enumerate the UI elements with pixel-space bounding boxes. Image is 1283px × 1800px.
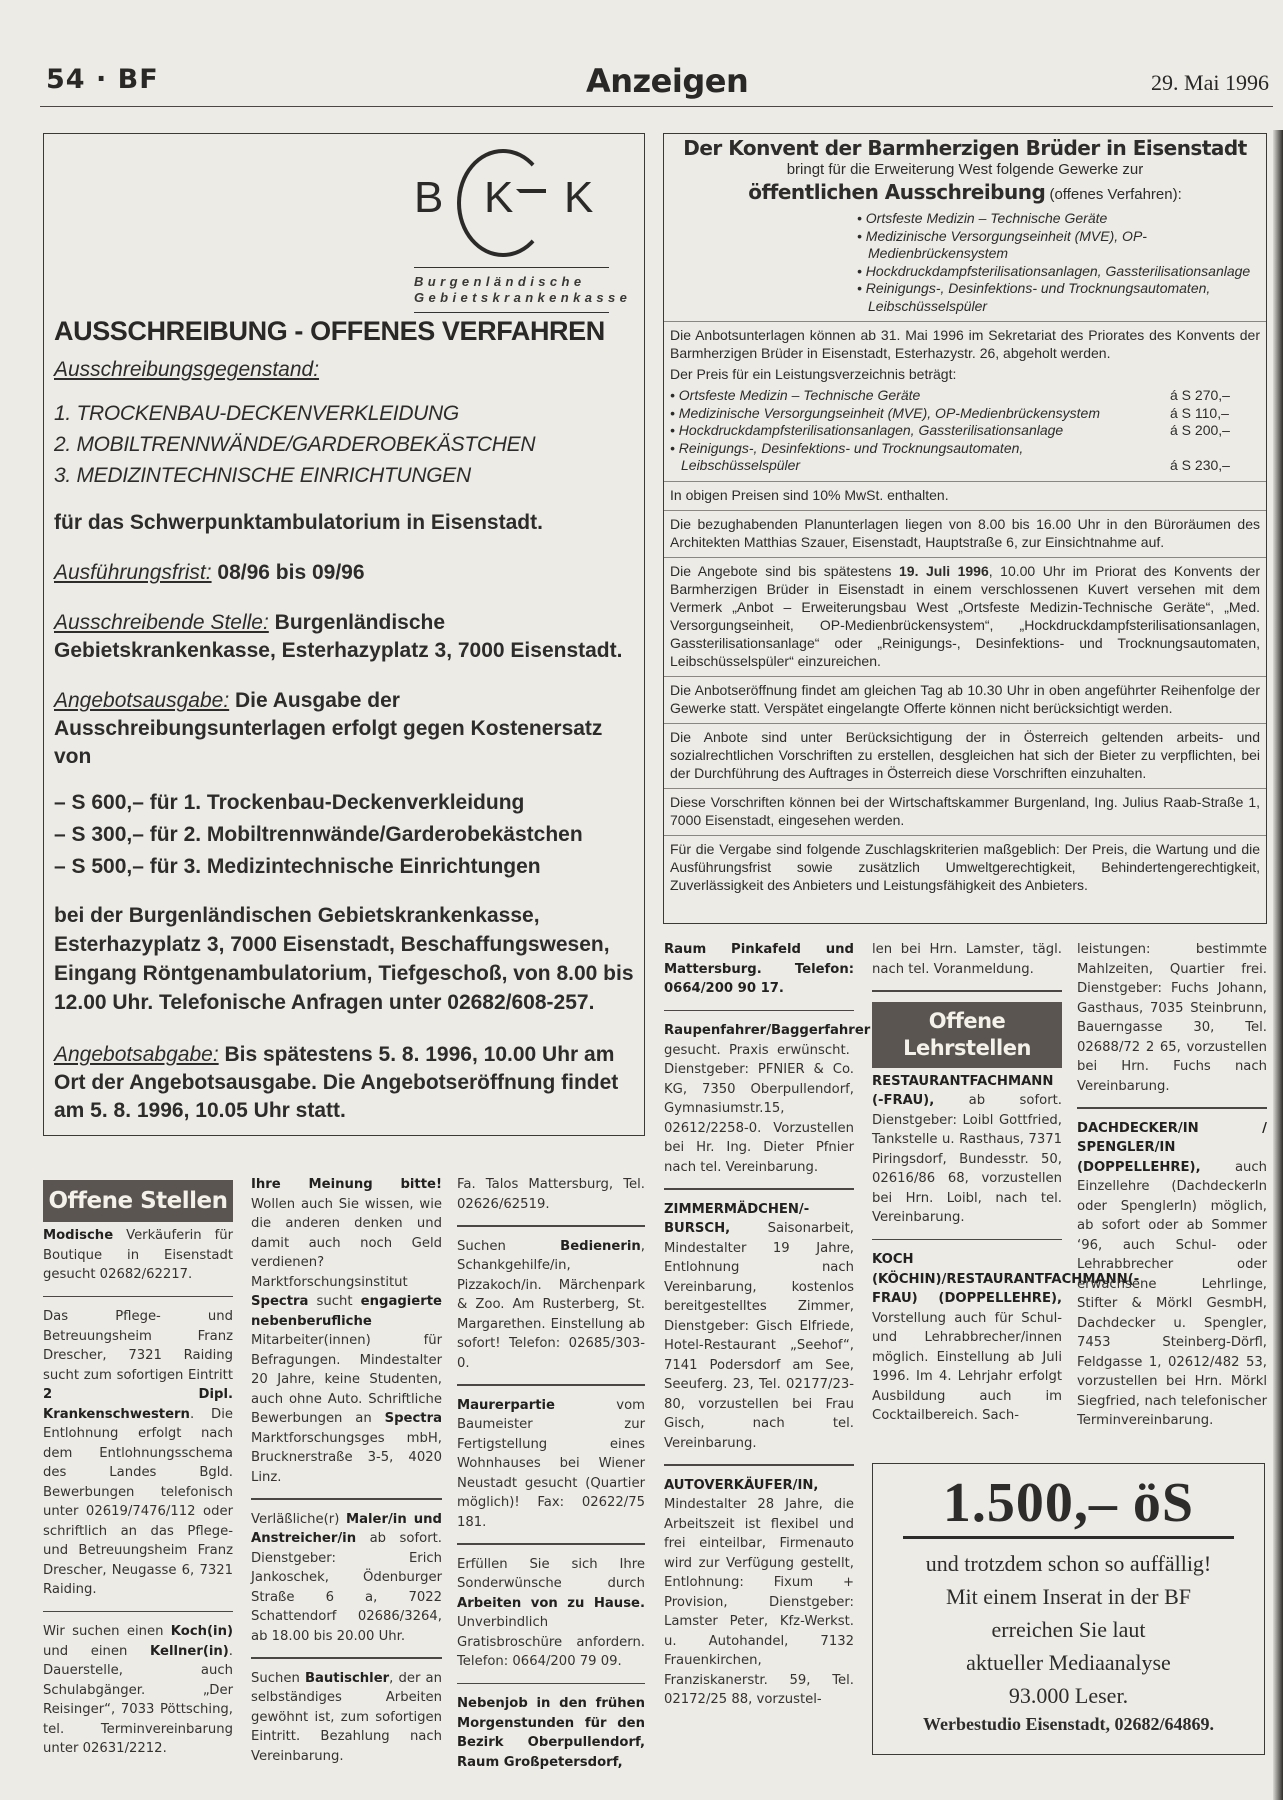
ad-keyword: Koch(in)	[170, 1624, 233, 1639]
scan-edge-shadow	[1273, 130, 1283, 1800]
promo-price: 1.500,– öS	[942, 1472, 1195, 1534]
ad-keyword: Arbeiten von zu Hause.	[457, 1595, 645, 1611]
ad-text: . Dauerstelle, auch Schulabgänger. „Der Reisinger“, 7033 Pöttsching, tel. Terminvereinbarung unter 02631/2212.	[43, 1643, 233, 1756]
ad-text: , der an selbständiges Arbeiten gewöhnt ist, zum sofortigen Eintritt. Bezahlung nach Vereinbarung.	[251, 1670, 442, 1764]
ad-text: Mitarbeiter(innen) für Befragungen. Mindestalter 20 Jahre, keine Studenten, auch ohne Auto. Schriftliche Bewerbungen an	[251, 1333, 442, 1426]
issue-value: Die Ausgabe der Ausschreibungsunterlagen erfolgt gegen Kostenersatz von	[54, 689, 603, 768]
trade-item: • Reinigungs-, Desinfektions- und Trocknungsautomaten, Leibschüsselspüler	[857, 280, 1211, 314]
price-value: á S 270,–	[1170, 387, 1230, 403]
promo-line: Mit einem Inserat in der BF	[945, 1584, 1191, 1609]
classified-ad	[43, 1622, 233, 1759]
classified-column-4	[664, 940, 871, 1710]
ad-text: ab sofort. Dienstgeber: Erich Jankoschek, Ödenburger Straße 6 a, 7022 Schattendorf 02686/3264, ab 18.00 bis 20.00 Uhr.	[251, 1531, 442, 1644]
price-row	[670, 422, 1260, 440]
ad-keyword: DACHDECKER/IN / SPENGLER/IN (DOPPELLEHRE),	[1077, 1120, 1267, 1175]
ad-text: Unverbindlich Gratisbroschüre anfordern. Telefon: 0664/200 79 09.	[457, 1615, 645, 1669]
ad-keyword: Kellner(in)	[150, 1643, 229, 1659]
trade-list	[857, 210, 1266, 315]
issue-date: 29. Mai 1996	[1151, 70, 1269, 95]
classified-ad	[1077, 940, 1267, 1096]
ad-text: Suchen	[251, 1670, 305, 1686]
price-list	[664, 387, 1266, 475]
tender-items	[54, 398, 634, 491]
offene-stellen-banner: Offene Stellen	[43, 1180, 233, 1222]
price-intro: Der Preis für ein Leistungsverzeichnis beträgt:	[670, 366, 957, 382]
logo-divider	[414, 267, 609, 268]
location-text: bei der Burgenländischen Gebietskrankenkasse, Esterhazyplatz 3, 7000 Eisenstadt, Beschaffungswesen, Eingang Röntgenambulatorium, Tiefgeschoß, von 8.00 bis 12.00 Uhr. Telefonische Anfragen unter 02682/608-257.	[54, 904, 634, 1014]
logo-subtitle-2: Gebietskrankenkasse	[414, 290, 632, 305]
ad-text: Verkäuferin für Boutique in Eisenstadt gesucht 02682/62217.	[43, 1228, 233, 1282]
ad-text: und einen	[43, 1643, 151, 1659]
konvent-heading	[664, 180, 1266, 204]
ad-text: auch Einzellehre (DachdeckerIn oder SpenglerIn) möglich, ab sofort oder ab Sommer ‘96, auch Schul- oder Lehrabbrecher oder erwachsene Lehrlinge, Stifter & Mörkl GesmbH, Dachdecker u. Spengler, 7453 Steinberg-Dörfl, Feldgasse 1, 02612/482 53, vorzustellen bei Hrn. Mörkl Siegfried, nach telefonischer Terminvereinbarung.	[1077, 1159, 1267, 1428]
promo-line: 93.000 Leser.	[1008, 1683, 1129, 1708]
ad-text: Saisonarbeit, Mindestalter 19 Jahre, Entlohnung nach Vereinbarung, kostenlos bereitgestelltes Zimmer, Dienstgeber: Gisch Elfriede, Hotel-Restaurant „Seehof“, 7141 Podersdorf am See, Seeuferg. 23, Tel. 02177/23-80, vorzustellen bei Frau Gisch, nach tel. Vereinbarung.	[664, 1221, 854, 1451]
for-text: für das Schwerpunktambulatorium in Eisenstadt.	[54, 511, 543, 534]
classified-ad	[872, 940, 1062, 979]
trade-item: • Ortsfeste Medizin – Technische Geräte	[857, 210, 1108, 226]
ad-text: leistungen: bestimmte Mahlzeiten, Quartier frei. Dienstgeber: Fuchs Johann, Gasthaus, 7035 Steinbrunn, Bauerngasse 30, Tel. 02688/72 2 65, vorzustellen bei Hrn. Fuchs nach Vereinbarung.	[1077, 942, 1267, 1094]
tender-item: 3. MEDIZINTECHNISCHE EINRICHTUNGEN	[54, 464, 471, 487]
bgkk-ad-body	[54, 356, 634, 1125]
ad-text: Fa. Talos Mattersburg, Tel. 02626/62519.	[457, 1177, 645, 1212]
price-row	[670, 387, 1260, 405]
ad-keyword: KOCH (KÖCHIN)/RESTAURANTFACHMANN(-FRAU) (DOPPELLEHRE),	[872, 1252, 1140, 1306]
ad-keyword: Maurerpartie	[457, 1397, 555, 1413]
ad-text: sucht	[308, 1294, 361, 1309]
logo-letter-b: B	[414, 173, 444, 222]
trade-item: • Hockdruckdampfsterilisationsanlagen, Gassterilisationsanlage	[857, 262, 1251, 279]
price-value: á S 230,–	[1170, 457, 1230, 473]
promo-line: erreichen Sie laut	[991, 1617, 1146, 1642]
tender-item: 2. MOBILTRENNWÄNDE/GARDEROBEKÄSTCHEN	[54, 433, 536, 456]
price-name: • Ortsfeste Medizin – Technische Geräte	[670, 387, 921, 403]
issuer-line	[54, 609, 634, 665]
classified-ad	[457, 1175, 645, 1214]
opening-paragraph: Die Anbotseröffnung findet am gleichen Tag ab 10.30 Uhr in oben angeführter Reihenfolge der Gewerke statt. Verspätet eingelangte Offerte können nicht berücksichtigt werden.	[670, 681, 1260, 716]
classified-ad	[457, 1555, 645, 1672]
criteria-paragraph: Für die Vergabe sind folgende Zuschlagskriterien maßgeblich: Der Preis, die Wartung und die Ausführungsfrist sowie zusätzlich Umweltgerechtigkeit, Behindertengerechtigkeit, Zuverlässigkeit des Anbieters und Leistungsfähigkeit des Anbieters.	[670, 840, 1260, 893]
chamber-paragraph: Diese Vorschriften können bei der Wirtschaftskammer Burgenland, Ing. Julius Raab-Straße 1, 7000 Eisenstadt, eingesehen werden.	[670, 793, 1260, 828]
ad-text: Wollen auch Sie wissen, wie die anderen denken und damit auch noch Geld verdienen? Marktforschungsinstitut	[251, 1196, 442, 1290]
classified-ad	[43, 1226, 233, 1285]
plans-paragraph: Die bezughabenden Planunterlagen liegen von 8.00 bis 16.00 Uhr in den Büroräumen des Architekten Matthias Szauer, Eisenstadt, Hauptstraße 6, zur Einsichtnahme auf.	[670, 515, 1260, 550]
ad-text: Mindestalter 28 Jahre, die Arbeitszeit ist flexibel und frei einteilbar, Firmenauto wird zur Verfügung gestellt, Entlohnung: Fixum + Provision, Dienstgeber: Lamster Peter, Kfz-Werkst. u. Autohandel, 7132 Frauenkirchen, Franziskanerstr. 59, Tel. 02172/25 88, vorzustel-	[664, 1497, 854, 1707]
price-name: • Reinigungs-, Desinfektions- und Trocknungsautomaten, Leibschüsselspüler	[670, 439, 1024, 473]
ad-text: , Schankgehilfe/in, Pizzakoch/in. Märchenpark & Zoo. Am Rusterberg, St. Margarethen. Einstellung ab sofort! Telefon: 02685/303-0.	[457, 1238, 645, 1371]
price-name: • Medizinische Versorgungseinheit (MVE), OP-Medienbrückensystem	[670, 404, 1101, 421]
ad-keyword: Ihre Meinung bitte!	[251, 1177, 442, 1192]
ad-keyword: 2 Dipl. Krankenschwestern	[43, 1387, 233, 1422]
issue-line	[54, 687, 634, 771]
classified-ad	[251, 1510, 442, 1647]
classified-ad	[1077, 1119, 1267, 1431]
classified-column-5	[872, 940, 1140, 1426]
bf-advertising-promo	[872, 1463, 1265, 1755]
period-line	[54, 559, 634, 587]
classified-ad	[457, 1694, 645, 1772]
classified-ad	[664, 940, 854, 999]
submission-value: Bis spätestens 5. 8. 1996, 10.00 Uhr am Ort der Angebotsausgabe. Die Angebotseröffnung findet am 5. 8. 1996, 10.05 Uhr statt.	[54, 1043, 619, 1122]
ad-text: Erfüllen Sie sich Ihre Sonderwünsche durch	[457, 1556, 645, 1591]
subject-label: Ausschreibungsgegenstand:	[54, 358, 320, 381]
ad-text: Suchen	[457, 1238, 561, 1254]
ad-keyword: Spectra	[251, 1294, 309, 1309]
bgkk-logo-mark	[414, 149, 609, 267]
classified-ad	[251, 1669, 442, 1767]
fee-item: – S 300,– für 2. Mobiltrennwände/Garderobekästchen	[54, 823, 583, 846]
classified-column-2	[251, 1175, 442, 1766]
price-name: • Hockdruckdampfsterilisationsanlagen, Gassterilisationsanlage	[670, 422, 1064, 438]
offene-lehrstellen-banner: Offene Lehrstellen	[872, 1002, 1062, 1068]
ad-keyword: RESTAURANTFACHMANN (-FRAU),	[872, 1073, 1054, 1108]
bgkk-logo	[414, 149, 632, 319]
issue-label: Angebotsausgabe:	[54, 689, 230, 712]
deadline-date: 19. Juli 1996	[899, 562, 989, 579]
price-row	[670, 440, 1260, 475]
period-value: 08/96 bis 09/96	[211, 561, 365, 584]
header-divider	[40, 106, 1273, 107]
classified-ad	[251, 1175, 442, 1487]
classified-column-6	[1077, 940, 1267, 1431]
price-row	[670, 405, 1260, 423]
fee-item: – S 600,– für 1. Trockenbau-Deckenverkleidung	[54, 791, 525, 814]
logo-letter-k2: K	[564, 173, 594, 222]
classified-ad	[457, 1237, 645, 1374]
classified-column-1	[43, 1180, 233, 1759]
ad-text: gesucht. Praxis erwünscht. Dienstgeber: PFNIER & Co. KG, 7350 Oberpullendorf, Gymnasiumstr.15, 02612/2258-0. Vorzustellen bei Hr. Ing. Dieter Pfnier nach tel. Vereinbarung.	[664, 1042, 854, 1175]
issuer-value: Burgenländische Gebietskrankenkasse, Esterhazyplatz 3, 7000 Eisenstadt.	[54, 611, 623, 662]
ad-text: Das Pflege- und Betreuungsheim Franz Drescher, 7321 Raiding sucht zum sofortigen Eintritt	[43, 1309, 233, 1383]
submission-line	[54, 1041, 634, 1125]
logo-divider-bottom	[414, 312, 609, 313]
ad-text: ab sofort. Dienstgeber: Loibl Gottfried, Tankstelle u. Rasthaus, 7371 Piringsdorf, Bundesstr. 50, 02616/86 68, vorzustellen bei Hrn. Loibl, nach tel. Vereinbarung.	[872, 1093, 1062, 1225]
classified-ad	[664, 1021, 871, 1177]
classified-ad	[457, 1396, 645, 1533]
classified-column-3	[457, 1175, 645, 1772]
fee-item: – S 500,– für 3. Medizintechnische Einrichtungen	[54, 855, 541, 878]
bgkk-tender-ad	[43, 133, 645, 1136]
classified-ad	[872, 1072, 1062, 1228]
ad-text: Verläßliche(r)	[251, 1511, 346, 1527]
ad-text: vom Baumeister zur Fertigstellung eines Wohnhauses bei Wiener Neustadt gesucht (Quartier möglich)! Fax: 02622/75 181.	[457, 1397, 645, 1530]
deadline-paragraph	[664, 562, 1266, 670]
ad-keyword: Raum Pinkafeld und Mattersburg. Telefon: 0664/200 90 17.	[664, 942, 854, 996]
price-value: á S 200,–	[1170, 422, 1230, 438]
promo-contact: Werbestudio Eisenstadt, 02682/64869.	[922, 1714, 1215, 1734]
promo-line: und trotzdem schon so auffällig!	[925, 1551, 1212, 1576]
bgkk-ad-title: AUSSCHREIBUNG - OFFENES VERFAHREN	[54, 316, 605, 346]
konvent-subtitle: bringt für die Erweiterung West folgende Gewerke zur	[786, 161, 1144, 178]
fee-list	[54, 787, 634, 883]
submission-label: Angebotsabgabe:	[54, 1043, 219, 1066]
ad-text: . Die Entlohnung erfolgt nach dem Entlohnungsschema des Landes Bgld. Bewerbungen telefonisch unter 02619/7476/112 oder schriftlich an das Pflege- und Betreuungsheim Franz Drescher, Neugasse 6, 7321 Raiding.	[43, 1406, 233, 1597]
deadline-pre: Die Angebote sind bis spätestens	[670, 562, 900, 579]
heading-bold: öffentlichen Ausschreibung	[748, 180, 1046, 204]
issuer-label: Ausschreibende Stelle:	[54, 611, 269, 634]
ad-keyword: engagierte nebenberufliche	[251, 1294, 442, 1329]
konvent-tender-ad	[663, 133, 1267, 924]
price-value: á S 110,–	[1170, 404, 1229, 421]
konvent-title: Der Konvent der Barmherzigen Brüder in Eisenstadt	[683, 136, 1247, 160]
classified-ad	[43, 1307, 233, 1600]
documents-paragraph: Die Anbotsunterlagen können ab 31. Mai 1996 im Sekretariat des Priorates des Konvents der Barmherzigen Brüder in Eisenstadt, Esterhazystr. 26, abgeholt werden.	[670, 327, 1260, 361]
classified-ad	[664, 1476, 854, 1710]
ad-text: Vorstellung auch für Schul- und Lehrabbrecher/innen möglich. Einstellung ab Juli 1996. Im 4. Lehrjahr erfolgt Ausbildung auch im Cocktailbereich. Sach-	[872, 1310, 1062, 1423]
period-label: Ausführungsfrist:	[54, 561, 212, 584]
classified-ad	[664, 1200, 854, 1454]
ad-keyword: ZIMMERMÄDCHEN/-BURSCH,	[664, 1201, 810, 1236]
logo-letter-k1: K	[484, 173, 514, 222]
ad-keyword: Modische	[43, 1228, 114, 1243]
heading-rest: (offenes Verfahren):	[1045, 186, 1182, 203]
classified-ad	[872, 1250, 1140, 1426]
trade-item: • Medizinische Versorgungseinheit (MVE), OP-Medienbrückensystem	[857, 227, 1147, 261]
logo-g-bar-icon	[516, 189, 546, 249]
vat-note: In obigen Preisen sind 10% MwSt. enthalten.	[670, 486, 949, 503]
page-number: 54 · BF	[46, 64, 159, 95]
promo-divider	[903, 1536, 1234, 1539]
ad-keyword: AUTOVERKÄUFER/IN,	[664, 1477, 819, 1493]
promo-line: aktueller Mediaanalyse	[966, 1650, 1171, 1675]
tender-item: 1. TROCKENBAU-DECKENVERKLEIDUNG	[54, 402, 459, 425]
ad-keyword: Maler/in und Anstreicher/in	[251, 1511, 442, 1546]
ad-text: len bei Hrn. Lamster, tägl. nach tel. Voranmeldung.	[872, 942, 1062, 977]
ad-text: Marktforschungsges mbH, Brucknerstraße 3-5, 4020 Linz.	[251, 1430, 442, 1485]
deadline-post: , 10.00 Uhr im Priorat des Konvents der Barmherzigen Brüder in Eisenstadt in einem verschlossenen Kuvert versehen mit dem Vermerk „Anbot – Erweiterungsbau West „Ortsfeste Medizin-Technische Geräte“, „Med. Versorgungseinheit, OP-Medienbrückensystem“, „Hockdruckdampfsterilisationsanlagen, Gassterilisationsanlage“ oder „Reinigungs-, Desinfektions- und Trocknungsautomaten, Leibschüsselspüler“ einzureichen.	[670, 562, 1260, 669]
section-title: Anzeigen	[586, 62, 749, 100]
ad-keyword: Bautischler	[304, 1670, 390, 1686]
ad-keyword: Nebenjob in den frühen Morgenstunden für den Bezirk Oberpullendorf, Raum Großpetersdorf,	[457, 1696, 645, 1770]
ad-keyword: Raupenfahrer/Baggerfahrer	[664, 1023, 871, 1038]
rules-paragraph: Die Anbote sind unter Berücksichtigung der in Österreich geltenden arbeits- und sozialrechtlichen Vorschriften zu erstellen, desgleichen hat sich der Bieter zu verpflichten, bei der Durchführung des Auftrages in Österreich diese Vorschriften einzuhalten.	[670, 728, 1260, 781]
ad-keyword: Spectra	[384, 1411, 442, 1426]
logo-subtitle-1: Burgenländische	[414, 274, 586, 289]
ad-text: Wir suchen einen	[43, 1624, 171, 1639]
ad-keyword: Bedienerin	[560, 1238, 641, 1254]
